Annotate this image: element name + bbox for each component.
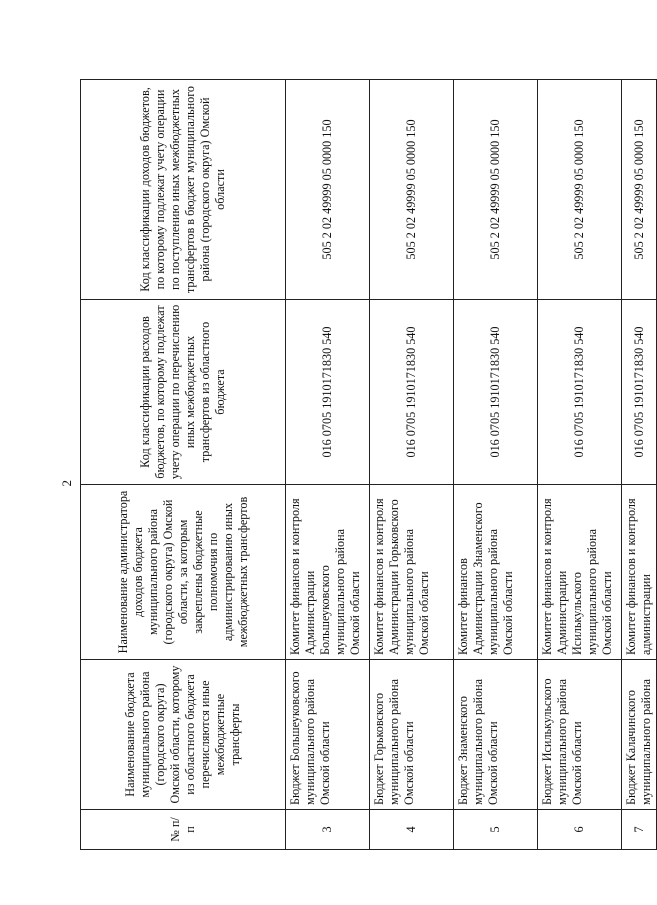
table-row bbox=[370, 80, 454, 850]
document-page bbox=[55, 80, 653, 850]
table-header-row bbox=[81, 80, 286, 850]
table-row bbox=[286, 80, 370, 850]
administrator-name: Комитет финансов и контроля Администрации Большеуковского муниципального района Омской области bbox=[286, 485, 370, 660]
row-number: 3 bbox=[286, 810, 370, 850]
administrator-name: Комитет финансов и контроля Администрации Исилькульского муниципального района Омской области bbox=[538, 485, 622, 660]
budget-name: Бюджет Исилькульского муниципального района Омской области bbox=[538, 660, 622, 810]
page-number bbox=[59, 80, 75, 850]
expense-code: 016 0705 1910171830 540 bbox=[622, 300, 657, 485]
income-code: 505 2 02 49999 05 0000 150 bbox=[622, 80, 657, 300]
row-number: 6 bbox=[538, 810, 622, 850]
budget-name: Бюджет Калачинского муниципального района bbox=[622, 660, 657, 810]
table-row bbox=[454, 80, 538, 850]
header-budget-name: Наименование бюджета муниципального района (городского округа) Омской области, которому из областного бюджета перечисляются иные межбюджетные трансферты bbox=[81, 660, 286, 810]
administrator-name: Комитет финансов и контроля Администрации Горьковского муниципального района Омской области bbox=[370, 485, 454, 660]
header-income-code: Код классификации доходов бюджетов, по которому подлежат учету операции по поступлению иных межбюджетных трансфертов в бюджет муниципального района (городского округа) Омской области bbox=[81, 80, 286, 300]
row-number: 5 bbox=[454, 810, 538, 850]
row-number: 7 bbox=[622, 810, 657, 850]
administrator-name: Комитет финансов и контроля администрации bbox=[622, 485, 657, 660]
expense-code: 016 0705 1910171830 540 bbox=[286, 300, 370, 485]
budget-name: Бюджет Большеуковского муниципального района Омской области bbox=[286, 660, 370, 810]
expense-code: 016 0705 1910171830 540 bbox=[454, 300, 538, 485]
budget-name: Бюджет Знаменского муниципального района Омской области bbox=[454, 660, 538, 810]
table-row bbox=[538, 80, 622, 850]
table-row bbox=[622, 80, 657, 850]
income-code: 505 2 02 49999 05 0000 150 bbox=[538, 80, 622, 300]
row-number: 4 bbox=[370, 810, 454, 850]
budget-name: Бюджет Горьковского муниципального района Омской области bbox=[370, 660, 454, 810]
transfer-codes-table bbox=[80, 79, 657, 850]
page-number-text: 2 bbox=[59, 480, 74, 487]
header-administrator-name: Наименование администратора доходов бюджета муниципального района (городского округа) Омской области, за которым закреплены бюджетные полномочия по администрированию иных межбюджетных трансфертов bbox=[81, 485, 286, 660]
administrator-name: Комитет финансов Администрации Знаменского муниципального района Омской области bbox=[454, 485, 538, 660]
income-code: 505 2 02 49999 05 0000 150 bbox=[286, 80, 370, 300]
header-number: № п/п bbox=[81, 810, 286, 850]
header-expense-code: Код классификации расходов бюджетов, по которому подлежат учету операции по перечислению иных межбюджетных трансфертов из областного бюджета bbox=[81, 300, 286, 485]
income-code: 505 2 02 49999 05 0000 150 bbox=[370, 80, 454, 300]
income-code: 505 2 02 49999 05 0000 150 bbox=[454, 80, 538, 300]
expense-code: 016 0705 1910171830 540 bbox=[370, 300, 454, 485]
expense-code: 016 0705 1910171830 540 bbox=[538, 300, 622, 485]
